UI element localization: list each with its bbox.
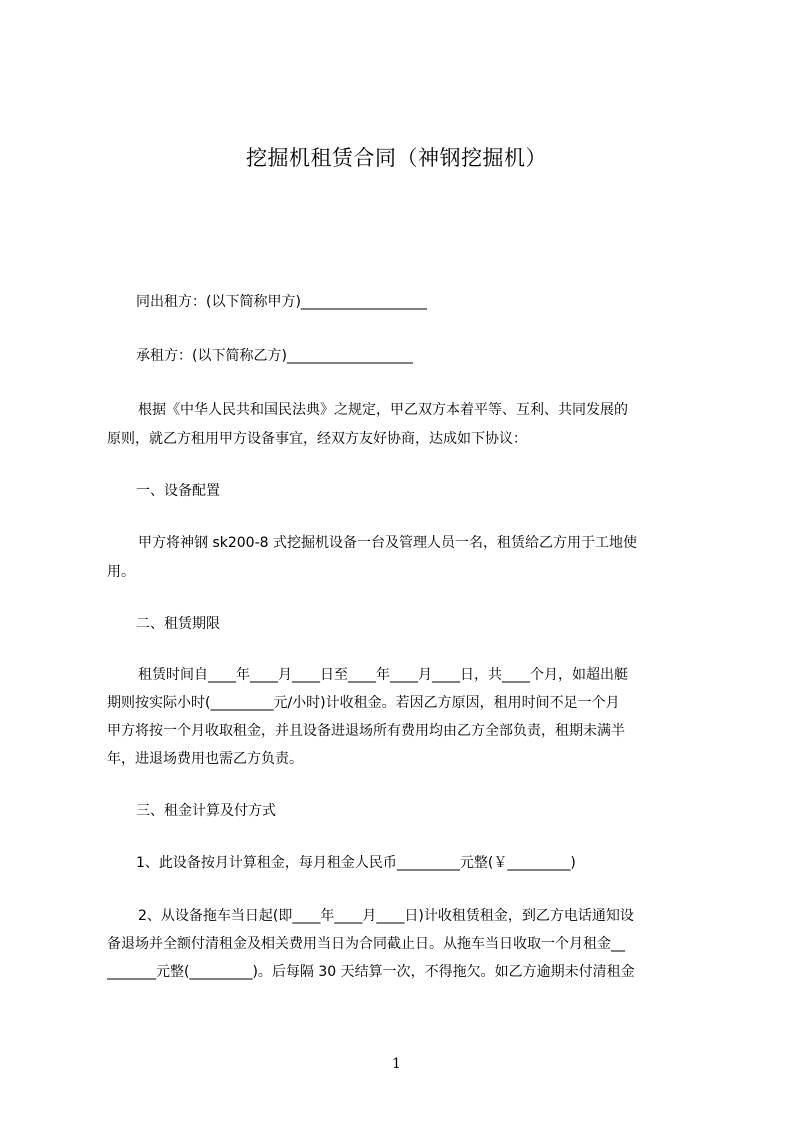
section-2-line-3: 甲方将按一个月收取租金，并且设备进退场所有费用均由乙方全部负责，租期未满半 — [107, 723, 625, 739]
section-3-heading: 三、租金计算及付方式 — [136, 803, 276, 819]
section-1-para-line-1: 甲方将神钢 sk200-8 式挖掘机设备一台及管理人员一名，租赁给乙方用于工地使 — [138, 535, 637, 551]
section-1-para-line-2: 用。 — [107, 564, 135, 580]
section-2-line-1: 租赁时间自____年____月____日至____年____月____日，共____个月，如超出艇 — [138, 667, 628, 683]
section-3-item-2-line-2: 备退场并全额付清租金及相关费用当日为合同截止日。从拖车当日收取一个月租金__ — [107, 936, 625, 952]
section-3-item-2-line-3: _______元整(_________)。后每隔 30 天结算一次，不得拖欠。如乙方逾期未付清租金 — [107, 964, 635, 980]
intro-line-1: 根据《中华人民共和国民法典》之规定，甲乙双方本着平等、互利、共同发展的 — [138, 402, 628, 418]
section-1-heading: 一、设备配置 — [136, 483, 220, 499]
contract-title: 挖掘机租赁合同（神钢挖掘机） — [246, 146, 547, 170]
section-3-item-1: 1、此设备按月计算租金，每月租金人民币_________元整(￥_________) — [136, 855, 576, 871]
section-2-line-4: 年，进退场费用也需乙方负责。 — [107, 751, 303, 767]
section-2-heading: 二、租赁期限 — [136, 616, 220, 632]
party-b-line: 承租方：(以下简称乙方)__________________ — [136, 348, 413, 364]
page-number: 1 — [392, 1056, 401, 1072]
party-a-line: 同出租方：(以下简称甲方)__________________ — [136, 294, 427, 310]
section-3-item-2-line-1: 2、从设备拖车当日起(即____年____月____日)计收租赁租金，到乙方电话通知设 — [138, 908, 634, 924]
intro-line-2: 原则，就乙方租用甲方设备事宜，经双方友好协商，达成如下协议： — [107, 431, 527, 447]
section-2-line-2: 期则按实际小时(_________元/小时)计收租金。若因乙方原因，租用时间不足一个月 — [107, 695, 620, 711]
